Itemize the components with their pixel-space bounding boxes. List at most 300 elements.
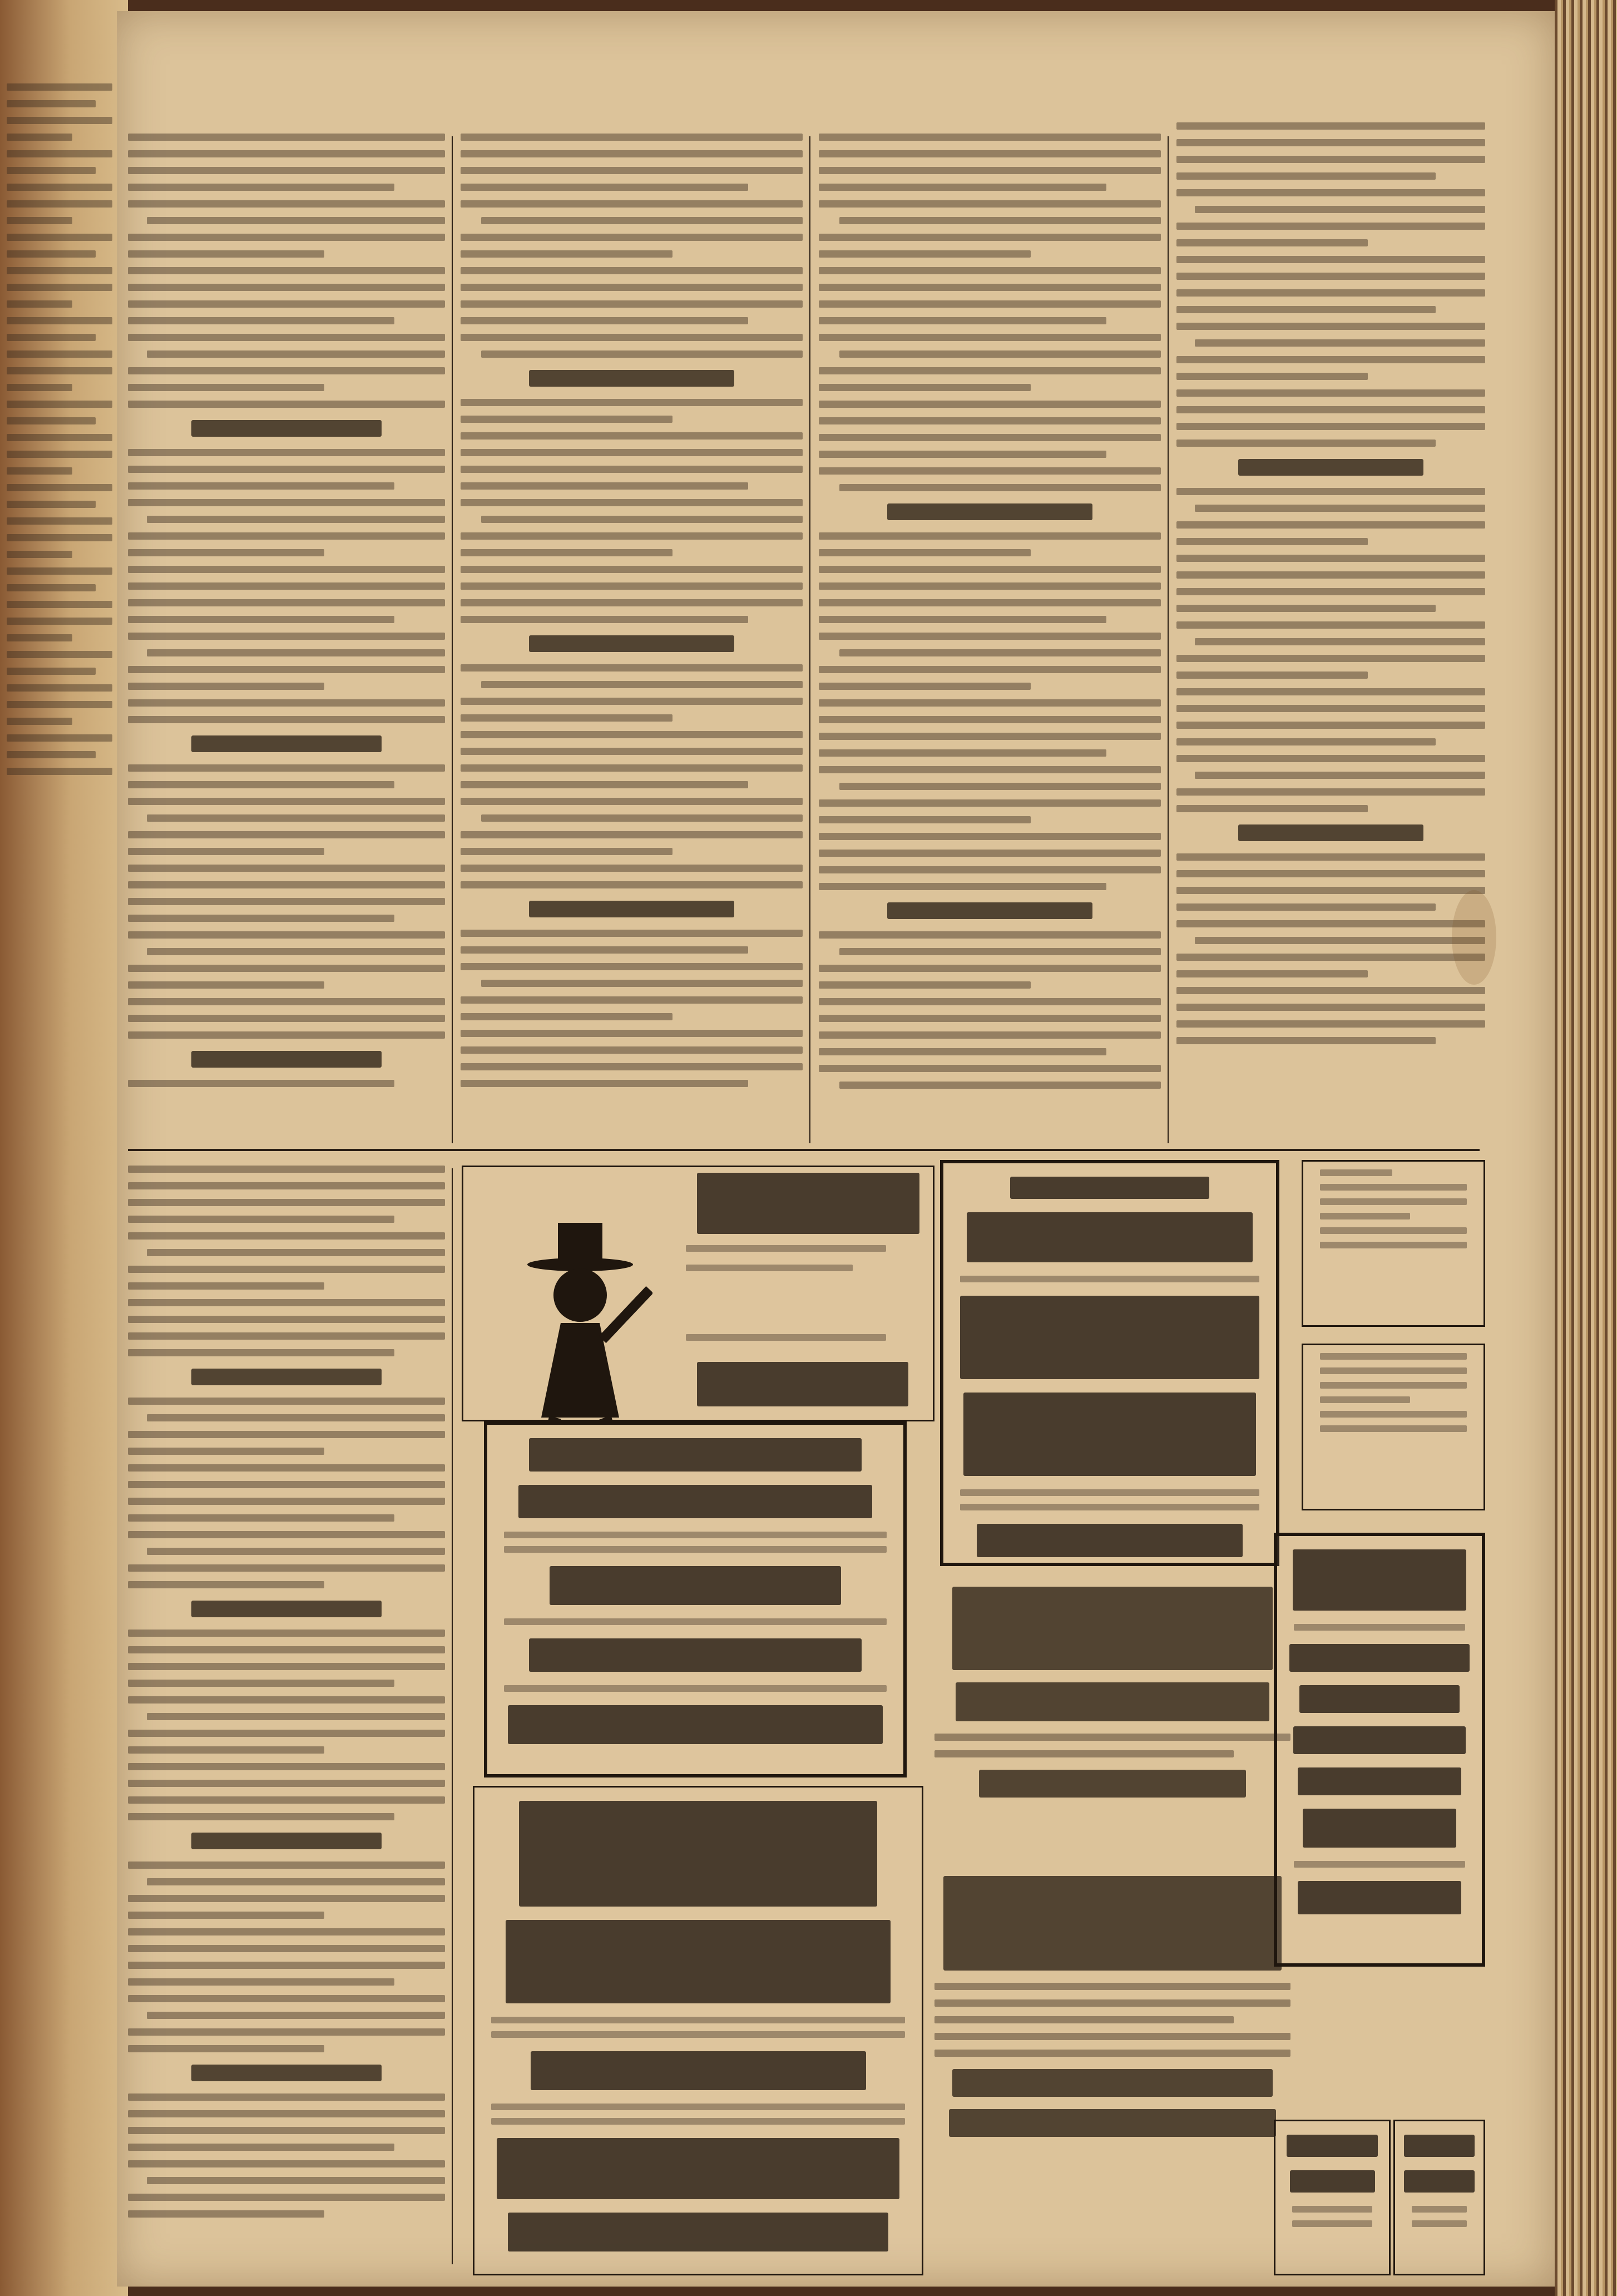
previous-page-text [7,83,112,784]
text-line [128,2210,324,2218]
advertisement [940,1160,1279,1566]
advertisement-section-rule [128,1149,1480,1151]
text-line [461,946,748,954]
text-line [128,1630,445,1637]
text-line [128,250,324,258]
text-line [147,1878,445,1885]
text-line [1176,605,1436,612]
text-line [461,764,803,772]
text-line [128,1448,324,1455]
text-line [147,350,445,358]
text-line [819,267,1161,274]
text-line [819,284,1161,291]
text-line [1176,239,1368,246]
text-line [128,466,445,473]
text-line [839,484,1161,491]
text-line [1176,588,1485,595]
text-line [819,582,1161,590]
text-line [128,1696,445,1704]
text-line [147,1414,445,1421]
text-line [1176,139,1485,146]
text-line [128,1862,445,1869]
text-line [481,980,803,987]
advertisement [934,1574,1290,1853]
text-line [1176,423,1485,430]
text-line [461,848,672,855]
text-line [1176,223,1485,230]
text-line [461,1013,672,1020]
text-line [128,1166,445,1173]
text-line [461,582,803,590]
text-line [819,317,1106,324]
text-line [1176,122,1485,130]
section-heading [529,635,734,652]
text-line [128,1813,394,1820]
text-line [819,666,1161,673]
text-line [128,998,445,1005]
text-line [819,250,1031,258]
text-line [461,731,803,738]
section-heading [191,1833,382,1849]
text-line [128,234,445,241]
text-line [461,549,672,556]
text-line [128,1316,445,1323]
text-line [128,2110,445,2117]
text-line [128,401,445,408]
text-line [461,267,803,274]
text-line [128,1349,394,1356]
text-column-3 [819,134,1161,1124]
text-line [128,1680,394,1687]
book-edge [1555,0,1617,2296]
text-line [819,367,1161,374]
text-line [128,898,445,905]
text-line [1176,406,1485,413]
text-line [128,981,324,989]
text-line [128,1080,394,1087]
text-line [461,664,803,671]
text-line [147,948,445,955]
column-rule [452,1168,453,2264]
text-line [819,549,1031,556]
text-line [819,467,1161,475]
column-rule [452,136,453,1143]
text-line [1176,189,1485,196]
text-line [461,234,803,241]
section-heading [887,902,1092,919]
text-line [819,1048,1106,1055]
text-line [1176,970,1368,977]
text-line [461,200,803,208]
text-line [1176,688,1485,695]
text-line [819,850,1161,857]
text-line [1176,621,1485,629]
section-heading [191,1601,382,1617]
text-line [128,1498,445,1505]
text-line [128,781,394,788]
text-line [1176,555,1485,562]
text-line [839,350,1161,358]
text-line [128,267,445,274]
text-line [819,234,1161,241]
advertisement [1302,1160,1485,1327]
text-line [461,167,803,174]
text-line [819,184,1106,191]
text-line [1176,440,1436,447]
text-line [128,549,324,556]
text-line [819,334,1161,341]
text-line [128,848,324,855]
text-line [128,2028,445,2036]
section-heading [887,503,1092,520]
text-line [819,766,1161,773]
text-line [461,714,672,722]
text-line [819,434,1161,441]
advertisement [462,1166,934,1421]
text-line [461,798,803,805]
text-line [128,2144,394,2151]
text-line [128,599,445,606]
text-line [128,1780,445,1787]
text-line [128,134,445,141]
text-line [461,432,803,440]
text-line [147,1548,445,1555]
section-heading [191,1369,382,1385]
text-line [839,1082,1161,1089]
text-line [128,1663,445,1670]
text-line [128,1015,445,1022]
text-line [481,217,803,224]
text-line [819,616,1106,623]
text-line [1176,389,1485,397]
text-line [128,1895,445,1902]
text-line [1176,1020,1485,1028]
text-line [128,2127,445,2134]
text-line [128,449,445,456]
text-line [128,300,445,308]
text-line [819,816,1031,823]
text-line [128,1581,324,1588]
text-line [1176,903,1436,911]
text-line [481,516,803,523]
section-heading [1238,459,1423,476]
text-line [461,532,803,540]
text-line [147,217,445,224]
text-line [1176,373,1368,380]
text-line [461,698,803,705]
text-line [1176,671,1368,679]
text-line [1176,156,1485,163]
text-line [128,798,445,805]
text-line [819,401,1161,408]
text-line [1176,538,1368,545]
section-heading [529,901,734,917]
text-line [461,334,803,341]
text-line [819,965,1161,972]
text-line [1176,306,1436,313]
text-line [481,681,803,688]
text-line [819,683,1031,690]
text-line [1176,738,1436,745]
text-line [819,981,1031,989]
text-line [128,1266,445,1273]
column-rule [1168,136,1169,1143]
text-line [819,532,1161,540]
text-line [819,633,1161,640]
text-line [461,881,803,888]
text-line [461,284,803,291]
text-line [147,1713,445,1720]
text-line [819,998,1161,1005]
text-line [128,2045,324,2052]
advertisement [1274,2120,1391,2275]
text-line [128,931,445,939]
text-line [461,1063,803,1070]
text-line [128,334,445,341]
text-line [128,865,445,872]
section-heading [191,735,382,752]
text-line [461,1046,803,1054]
official-notices-column [128,1166,445,2267]
text-line [481,350,803,358]
text-line [839,217,1161,224]
text-line [1176,571,1485,579]
text-line [1176,1037,1436,1044]
text-line [128,1299,445,1306]
text-line [128,367,445,374]
text-line [461,317,748,324]
text-line [128,633,445,640]
section-heading [191,420,382,437]
newspaper-page [117,11,1555,2287]
text-line [1176,1004,1485,1011]
text-line [1195,772,1485,779]
text-line [128,150,445,157]
text-line [819,599,1161,606]
text-line [1176,920,1485,927]
text-line [128,184,394,191]
text-line [147,1249,445,1256]
text-line [839,948,1161,955]
text-line [461,134,803,141]
text-line [128,532,445,540]
text-column-2 [461,134,803,1124]
text-line [1176,954,1485,961]
text-line [128,2160,445,2167]
text-line [461,865,803,872]
text-line [819,150,1161,157]
text-line [128,1481,445,1488]
text-line [1195,937,1485,944]
text-line [128,1564,445,1572]
text-line [461,1080,748,1087]
text-line [128,2194,445,2201]
text-line [128,1398,445,1405]
text-line [128,1796,445,1804]
text-line [461,963,803,970]
text-line [461,616,748,623]
text-column-4 [1176,122,1485,1124]
text-line [819,566,1161,573]
text-line [128,582,445,590]
text-line [128,666,445,673]
text-line [819,866,1161,873]
text-line [819,300,1161,308]
text-line [839,649,1161,656]
advertisement [1274,1533,1485,1967]
text-line [128,384,324,391]
text-line [128,699,445,707]
text-line [461,399,803,406]
text-line [1176,323,1485,330]
column-rule [809,136,810,1143]
text-line [1195,505,1485,512]
text-line [128,1332,445,1340]
text-line [1176,755,1485,762]
advertisement [484,1421,907,1777]
text-line [461,748,803,755]
text-line [819,167,1161,174]
section-heading [191,2065,382,2081]
advertisement [934,1864,1290,2264]
text-line [819,733,1161,740]
text-line [461,599,803,606]
chimney-sweep-illustration [508,1217,652,1421]
text-line [128,1464,445,1472]
text-line [1176,870,1485,877]
text-line [819,1031,1161,1039]
text-column-1 [128,134,445,1124]
text-line [128,1282,324,1290]
text-line [1176,788,1485,796]
text-line [128,881,445,888]
text-line [1176,256,1485,263]
text-line [461,566,803,573]
text-line [128,616,394,623]
text-line [128,284,445,291]
text-line [819,749,1106,757]
text-line [128,200,445,208]
text-line [1176,805,1368,812]
text-line [1176,853,1485,861]
text-line [461,930,803,937]
advertisement [1302,1344,1485,1510]
section-heading [529,370,734,387]
text-line [128,764,445,772]
text-line [819,716,1161,723]
text-line [147,2177,445,2184]
text-line [819,1065,1161,1072]
text-line [128,1928,445,1935]
text-line [819,699,1161,707]
text-line [128,716,445,723]
text-line [461,499,803,506]
text-line [128,1912,324,1919]
text-line [128,965,445,972]
text-line [128,1199,445,1206]
text-line [128,167,445,174]
text-line [461,150,803,157]
text-line [1176,521,1485,529]
text-line [461,466,803,473]
text-line [1176,488,1485,495]
text-line [1176,172,1436,180]
text-line [819,799,1161,807]
text-line [128,1995,445,2002]
text-line [128,1763,445,1770]
text-line [128,1646,445,1653]
text-line [461,996,803,1004]
text-line [128,317,394,324]
text-line [128,1232,445,1240]
section-heading [1238,824,1423,841]
text-line [128,499,445,506]
text-line [819,200,1161,208]
text-line [128,915,394,922]
text-line [1195,339,1485,347]
text-line [128,1531,445,1538]
previous-page-edge [0,0,128,2296]
text-line [147,516,445,523]
text-line [147,649,445,656]
text-line [128,1216,394,1223]
text-line [461,300,803,308]
text-line [1195,206,1485,213]
text-line [1176,655,1485,662]
text-line [1176,289,1485,297]
text-line [1176,887,1485,894]
text-line [1176,987,1485,994]
text-line [1176,705,1485,712]
text-line [461,416,672,423]
text-line [1195,638,1485,645]
text-line [147,814,445,822]
text-line [128,1746,324,1754]
text-line [461,184,748,191]
text-line [481,814,803,822]
text-line [461,449,803,456]
advertisement [473,1786,923,2275]
text-line [839,783,1161,790]
text-line [128,1431,445,1438]
text-line [1176,722,1485,729]
text-line [128,1730,445,1737]
text-line [461,1030,803,1037]
text-line [128,1182,445,1189]
text-line [128,1514,394,1522]
text-line [819,883,1106,890]
text-line [819,134,1161,141]
text-line [819,1015,1161,1022]
text-line [1176,356,1485,363]
paper-damage [1452,890,1496,985]
text-line [461,482,748,490]
text-line [128,482,394,490]
text-line [128,566,445,573]
text-line [461,781,748,788]
advertisement [1393,2120,1485,2275]
text-line [128,2093,445,2101]
section-heading [191,1051,382,1068]
text-line [819,417,1161,424]
text-line [461,250,672,258]
text-line [819,384,1031,391]
text-line [819,931,1161,939]
text-line [1176,273,1485,280]
text-line [147,2012,445,2019]
text-line [128,683,324,690]
text-line [128,1978,394,1986]
